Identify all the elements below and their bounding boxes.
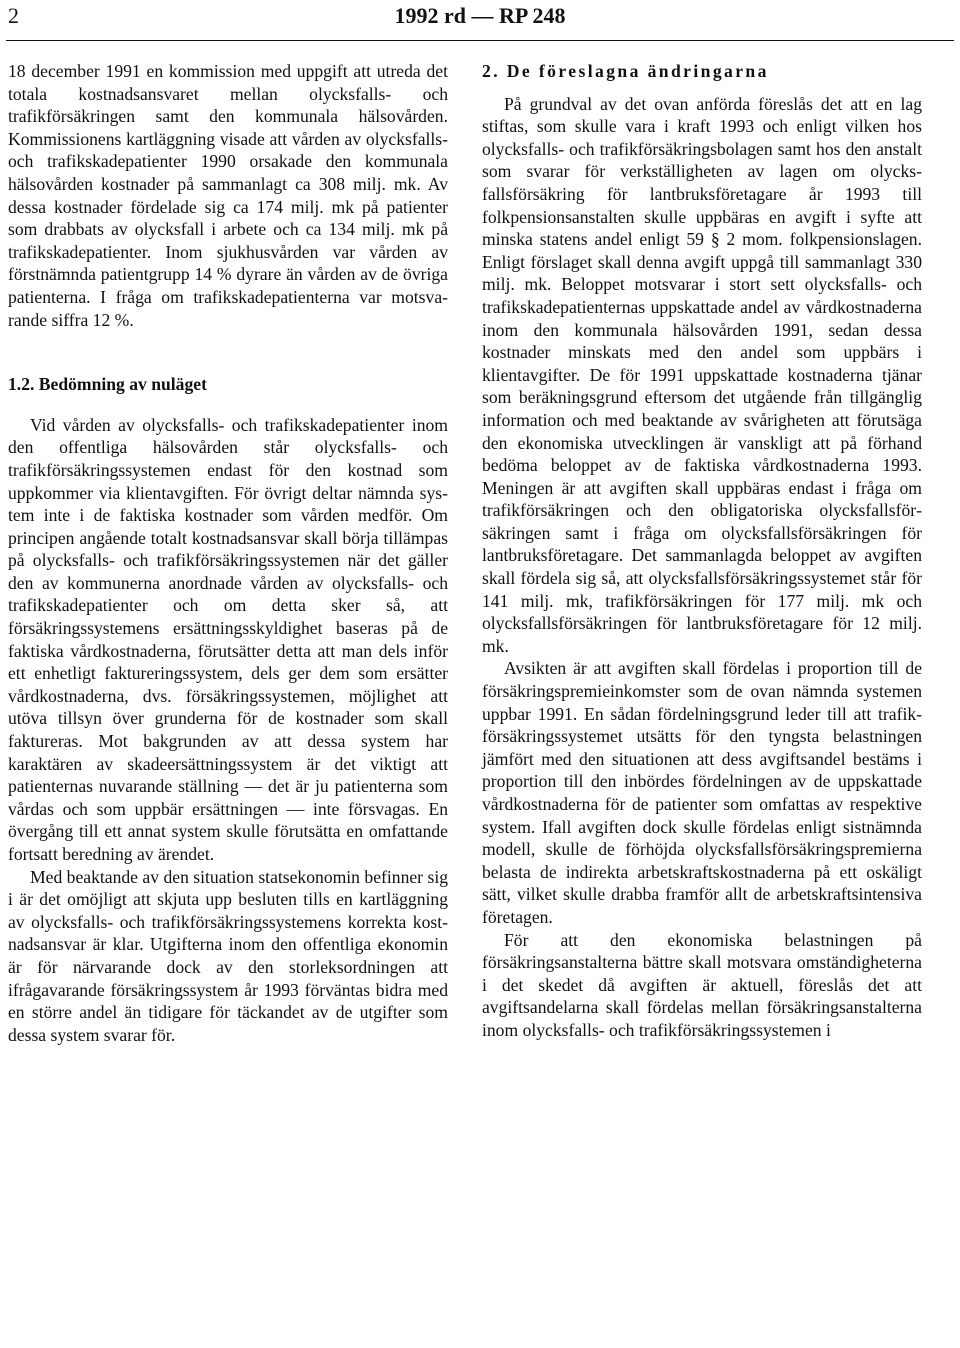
running-head: 1992 rd — RP 248: [394, 3, 566, 28]
paragraph-proposal: På grundval av det ovan anförda föreslås det att en lag stiftas, som skulle vara i kraft 1993 och enligt vilken hos olycksfalls- och trafikförsäkringsbolagen samt hos den anstalt som svarar för verkställigheten av lagen om olycksfallsförsäkring för lantbruksföretagare år 1993 till folkpensionsanstalten skulle uppbäras en avgift i syfte att minska statens andel enligt 59 § 2 mom. folkpensionslagen. Enligt förslaget skall denna avgift uppgå till sammanlagt 330 milj. mk. Beloppet motsvarar i stort sett olycksfalls- och trafikskadepatienternas uppskattade andel av vårdkostnaderna inom den kommunala hälsovården 1991, sedan dessa kostnader minskats med den andel som uppbärs i klientavgifter. De för 1991 uppskattade kostnaderna tjänar som beräkningsgrund eftersom det utgående från tillgänglig information och med beaktande av svårigheten att förutsäga den ekonomiska utvecklingen är vanskligt att på förhand bedöma beloppet av de faktiska vårdkostnaderna 1993. Meningen är att avgiften skall uppbäras endast i fråga om trafikförsäkringen och den obligatoriska olycksfallsförsäkringen samt i fråga om olycksfallsförsäkringen för lantbruksföretagare. Det sammanlagda beloppet av avgiften skall fördela sig så, att olycksfallsförsäkringssystemet står för 141 milj. mk, trafikförsäkringen för 177 milj. mk och olycksfallsförsäkringen för lantbruksföretagare för 12 milj. mk.: [482, 93, 922, 656]
header-rule: [6, 40, 954, 41]
page-header: [8, 2, 952, 32]
section-title: Bedömning av nuläget: [38, 374, 207, 395]
paragraph-distribution: Avsikten är att avgiften skall fördelas i proportion till de försäkringspremieinkomster som de ovan nämnda systemen uppbar 1991. En sådan fördelningsgrund leder till att trafikförsäkringssystemet utsätts för den tyngsta belastningen jämfört med den situationen att dess avgiftsandel bestäms i proportion till den inbördes fördelningen av de uppskattade vårdkostnaderna för de patienter som omfattas av respektive system. Ifall avgiften dock skulle fördelas enligt sistnämnda modell, skulle de förhöjda olycksfallsförsäkringspremierna belasta de indirekta arbetskraftskostnaderna på ett oskäligt sätt, vilket skulle drabba framför allt de arbetskraftsintensiva företagen.: [482, 658, 922, 927]
paragraph-assessment: Vid vården av olycksfalls- och trafikskadepatienter inom den offentliga hälsovården står olycksfalls- och trafikförsäkringssystemen endast för den kostnad som uppkommer via klientavgiften. För övrigt deltar nämnda system inte i de faktiska kostnader som vården medför. Om principen angående totalt kostnadsansvar skall börja tillämpas på olycksfalls- och trafikförsäkringssystemen när det gäller den av kommunerna anordnade vården av olycksfalls- och trafikskadepatienter och om detta sker så, att försäkringssystemens ersättningsskyldighet baseras på de faktiska vårdkostnaderna, förutsätter detta att man dels inför ett enhetligt faktureringssystem, dels ger dem som ersätter vårdkostnaderna, dvs. försäkringssystemen, möjlighet att utöva tillsyn över grunderna för de kostnader som skall faktureras. Mot bakgrunden av att dessa system har karaktären av skadeersättningssystem är det viktigt att patienternas nuvarande ställning — det är ju patienterna som vårdas och som uppbär ersättningen — inte försvagas. En övergång till ett annat system skulle förutsätta en omfattande fortsatt beredning av ärendet.: [8, 414, 448, 864]
section-number: 1.2.: [8, 374, 35, 395]
section-heading-2: 2. De föreslagna ändringarna: [482, 61, 769, 81]
right-column: [482, 60, 922, 1042]
paragraph-commission: 18 december 1991 en kommission med uppgift att utreda det totala kostnadsansvaret mellan olycksfalls- och trafikförsäkringen samt den kommunala hälsovården. Kommissionens kartläggning visade att vården av olycksfalls- och trafikskadepatienter 1990 orsakade den kommunala hälsovården kostnader på sammanlagt ca 308 milj. mk. Av dessa kostnader fördelade sig ca 174 milj. mk på patienter som drabbats av olycksfall i arbete och ca 134 milj. mk på trafikskadepatienter. Inom sjukhusvården var vården av förstnämnda patientgrupp 14 % dyrare än vården av de övriga patienterna. I fråga om trafikskadepatienterna var motsvarande siffra 12 %.: [8, 61, 448, 330]
page-number: 2: [8, 3, 19, 28]
paragraph-economy: Med beaktande av den situation statsekonomin befinner sig i är det omöjligt att skjuta upp besluten tills en kartläggning av olycksfalls- och trafikförsäkringssystemens korrekta kostnadsansvar är klar. Utgifterna inom den offentliga ekonomin är för närvarande dock av den storleksordningen att ifrågavarande försäkringssystem år 1993 förväntas bidra med en större andel än tidigare för täckandet av de utgifter som dessa system svarar för.: [8, 866, 448, 1045]
paragraph-burden: För att den ekonomiska belastningen på försäkringsanstalterna bättre skall motsvara omständigheterna i det skedet då avgiften är aktuell, föreslås det att avgiftsandelarna skall fördelas mellan försäkringsanstalterna inom olycksfalls- och trafikförsäkringssystemen i: [482, 929, 922, 1040]
left-column: [8, 60, 448, 1046]
section-heading-1-2: [8, 373, 448, 396]
